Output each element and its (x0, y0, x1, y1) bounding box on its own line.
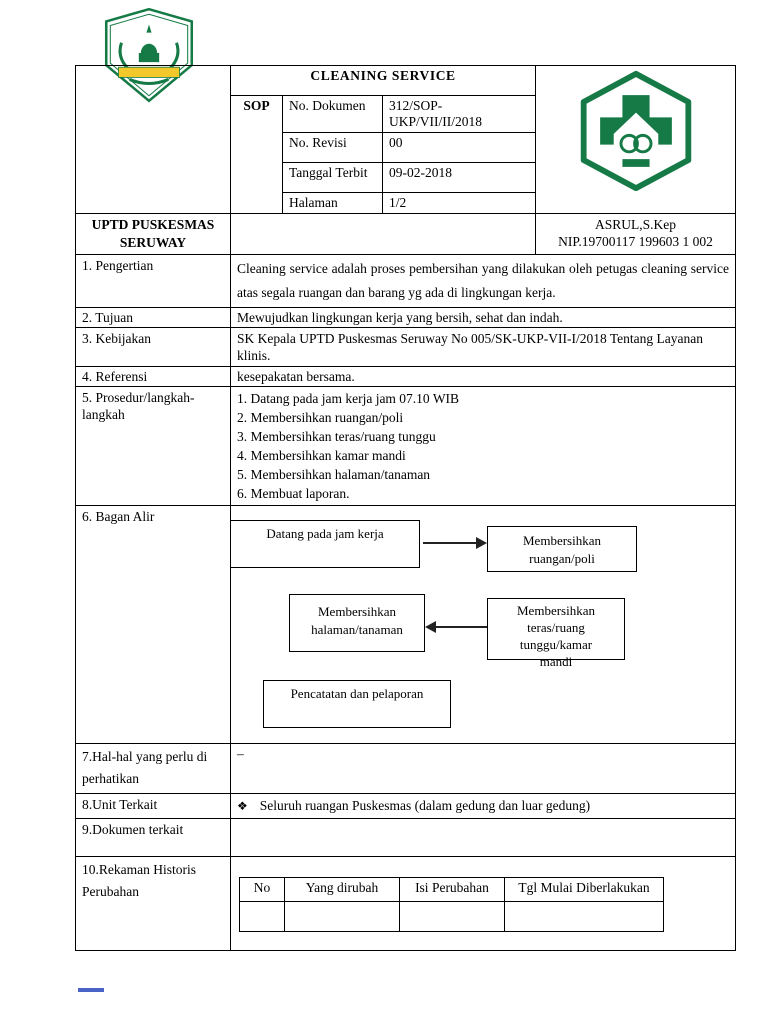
section-row-unit-terkait (76, 794, 736, 819)
flowchart-box-ruangan: Membersihkan ruangan/poli (487, 526, 637, 572)
section-label-rekaman: 10.Rekaman Historis Perubahan (76, 857, 231, 951)
meta-label-halaman: Halaman (283, 193, 383, 214)
rekaman-header-tgl-mulai: Tgl Mulai Diberlakukan (505, 878, 664, 902)
meta-value-halaman: 1/2 (383, 193, 536, 214)
document-title: CLEANING SERVICE (231, 66, 536, 96)
section-label-tujuan: 2. Tujuan (76, 308, 231, 328)
organization-row (76, 214, 736, 255)
section-label-kebijakan: 3. Kebijakan (76, 328, 231, 367)
meta-label-tanggal-terbit: Tanggal Terbit (283, 163, 383, 193)
flowchart-box-datang: Datang pada jam kerja (230, 520, 420, 568)
sop-table (75, 65, 736, 951)
flow-arrowhead-right-icon (476, 537, 487, 549)
procedure-step: 4. Membersihkan kamar mandi (237, 448, 406, 463)
section-label-pengertian: 1. Pengertian (76, 255, 231, 308)
rekaman-header-isi-perubahan: Isi Perubahan (400, 878, 505, 902)
section-label-dokumen-terkait: 9.Dokumen terkait (76, 819, 231, 857)
section-row-kebijakan (76, 328, 736, 367)
artifact-blue-mark (78, 988, 104, 992)
signer-nip: NIP.19700117 199603 1 002 (558, 234, 713, 249)
meta-value-text: 312/SOP-UKP/VII/II/2018 (389, 98, 482, 129)
section-label-unit-terkait: 8.Unit Terkait (76, 794, 231, 819)
flow-arrow-line (423, 542, 477, 544)
procedure-step: 3. Membersihkan teras/ruang tunggu (237, 429, 436, 444)
signer-cell (536, 214, 736, 255)
section-row-dokumen-terkait (76, 819, 736, 857)
signer-name: ASRUL,S.Kep (595, 217, 677, 232)
organization-name (76, 214, 231, 255)
rekaman-table (239, 877, 664, 932)
flow-arrow-line (435, 626, 487, 628)
section-text-kebijakan: SK Kepala UPTD Puskesmas Seruway No 005/SK-UKP-VII-I/2018 Tentang Layanan klinis. (231, 328, 736, 367)
organization-line1: UPTD PUSKESMAS (91, 217, 215, 232)
section-text-hal-hal: – (231, 744, 736, 794)
section-row-tujuan (76, 308, 736, 328)
section-label-referensi: 4. Referensi (76, 367, 231, 387)
puskesmas-logo-cell (536, 66, 736, 214)
section-row-bagan-alir (76, 506, 736, 744)
section-row-pengertian (76, 255, 736, 308)
section-text-referensi: kesepakatan bersama. (231, 367, 736, 387)
diamond-bullet-icon: ❖ (237, 799, 248, 813)
procedure-step: 5. Membersihkan halaman/tanaman (237, 467, 431, 482)
meta-value-no-dokumen (383, 96, 536, 133)
procedure-step: 1. Datang pada jam kerja jam 07.10 WIB (237, 391, 460, 406)
section-text-tujuan: Mewujudkan lingkungan kerja yang bersih, sehat dan indah. (231, 308, 736, 328)
title-row (76, 66, 736, 96)
rekaman-header-no: No (240, 878, 285, 902)
flowchart-box-pencatatan: Pencatatan dan pelaporan (263, 680, 451, 728)
rekaman-header-yang-dirubah: Yang dirubah (285, 878, 400, 902)
empty-cell (231, 214, 536, 255)
rekaman-empty-cell (505, 902, 664, 932)
rekaman-empty-cell (400, 902, 505, 932)
procedure-step: 6. Membuat laporan. (237, 486, 350, 501)
meta-value-tanggal-terbit: 09-02-2018 (383, 163, 536, 193)
meta-label-no-revisi: No. Revisi (283, 133, 383, 163)
flowchart-box-teras: Membersihkan teras/ruang tunggu/kamar mandi (487, 598, 625, 660)
rekaman-empty-cell (285, 902, 400, 932)
procedure-step: 2. Membersihkan ruangan/poli (237, 410, 404, 425)
section-row-referensi (76, 367, 736, 387)
flow-arrowhead-left-icon (425, 621, 436, 633)
flowchart-box-halaman: Membersihkan halaman/tanaman (289, 594, 425, 652)
rekaman-empty-cell (240, 902, 285, 932)
meta-value-no-revisi: 00 (383, 133, 536, 163)
section-row-hal-hal (76, 744, 736, 794)
meta-label-no-dokumen: No. Dokumen (283, 96, 383, 133)
section-label-bagan-alir: 6. Bagan Alir (76, 506, 231, 744)
organization-line2: SERUWAY (119, 235, 187, 250)
procedure-steps (231, 387, 736, 506)
flowchart-area (231, 506, 736, 744)
section-row-prosedur (76, 387, 736, 506)
section-text-dokumen-terkait (231, 819, 736, 857)
rekaman-cell (231, 857, 736, 951)
section-row-rekaman (76, 857, 736, 951)
sop-label: SOP (231, 96, 283, 214)
rekaman-empty-row (240, 902, 664, 932)
section-label-hal-hal: 7.Hal-hal yang perlu di perhatikan (76, 744, 231, 794)
unit-terkait-text: Seluruh ruangan Puskesmas (dalam gedung dan luar gedung) (259, 798, 591, 813)
section-label-prosedur: 5. Prosedur/langkah-langkah (76, 387, 231, 506)
rekaman-header-row (240, 878, 664, 902)
logo-spacer-cell (76, 66, 231, 214)
puskesmas-logo (570, 68, 702, 194)
section-text-pengertian: Cleaning service adalah proses pembersihan yang dilakukan oleh petugas cleaning service atas segala ruangan dan barang yg ada di lingkungan kerja. (231, 255, 736, 308)
section-text-unit-terkait (231, 794, 736, 819)
